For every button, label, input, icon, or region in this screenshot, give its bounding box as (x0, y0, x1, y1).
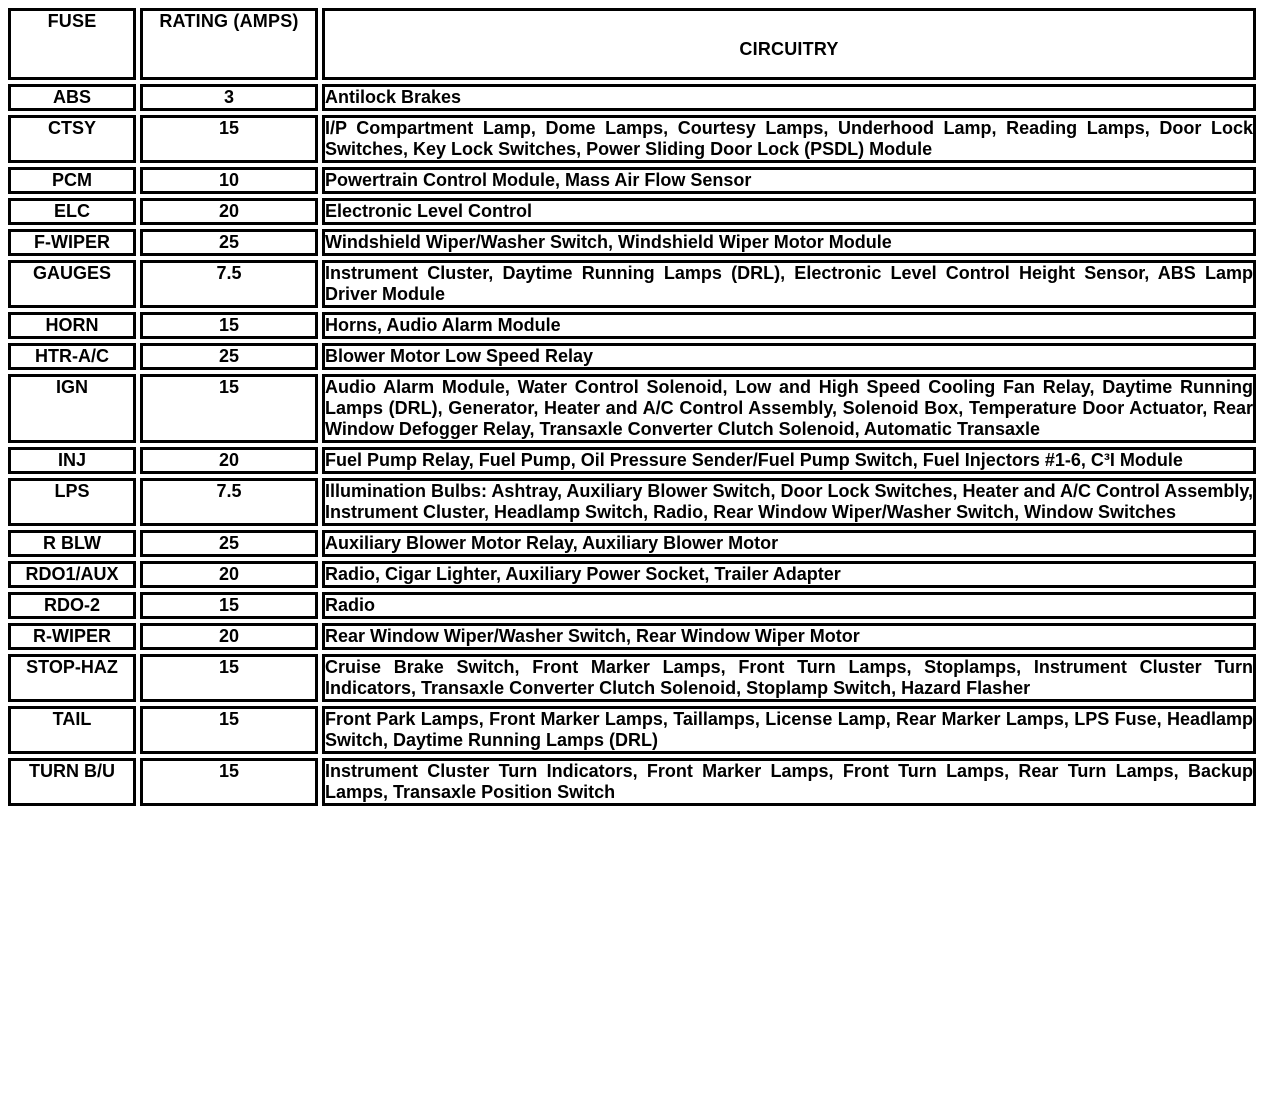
table-row (8, 478, 1256, 526)
fuse-circuitry: Instrument Cluster Turn Indicators, Front Marker Lamps, Front Turn Lamps, Rear Turn Lamps, Backup Lamps, Transaxle Position Switch (322, 758, 1256, 806)
fuse-circuitry: Electronic Level Control (322, 198, 1256, 225)
header-rating: RATING (AMPS) (140, 8, 318, 80)
fuse-name: RDO-2 (8, 592, 136, 619)
table-row (8, 374, 1256, 443)
fuse-name: ELC (8, 198, 136, 225)
fuse-circuitry: Front Park Lamps, Front Marker Lamps, Taillamps, License Lamp, Rear Marker Lamps, LPS Fuse, Headlamp Switch, Daytime Running Lamps (DRL) (322, 706, 1256, 754)
fuse-circuitry: Auxiliary Blower Motor Relay, Auxiliary Blower Motor (322, 530, 1256, 557)
fuse-name: RDO1/AUX (8, 561, 136, 588)
fuse-table (4, 4, 1260, 810)
fuse-name: GAUGES (8, 260, 136, 308)
fuse-circuitry: Powertrain Control Module, Mass Air Flow Sensor (322, 167, 1256, 194)
fuse-chart-sheet (4, 4, 1260, 1092)
fuse-name: ABS (8, 84, 136, 111)
fuse-circuitry: Instrument Cluster, Daytime Running Lamps (DRL), Electronic Level Control Height Sensor, ABS Lamp Driver Module (322, 260, 1256, 308)
table-row (8, 343, 1256, 370)
fuse-name: R BLW (8, 530, 136, 557)
header-circuitry: CIRCUITRY (322, 8, 1256, 80)
table-header (8, 8, 1256, 80)
fuse-rating: 15 (140, 115, 318, 163)
fuse-rating: 25 (140, 343, 318, 370)
fuse-name: TAIL (8, 706, 136, 754)
fuse-name: HTR-A/C (8, 343, 136, 370)
table-row (8, 706, 1256, 754)
fuse-rating: 20 (140, 623, 318, 650)
fuse-name: HORN (8, 312, 136, 339)
table-row (8, 561, 1256, 588)
table-row (8, 229, 1256, 256)
fuse-name: LPS (8, 478, 136, 526)
fuse-rating: 15 (140, 374, 318, 443)
table-row (8, 623, 1256, 650)
table-row (8, 312, 1256, 339)
fuse-circuitry: Illumination Bulbs: Ashtray, Auxiliary Blower Switch, Door Lock Switches, Heater and A/C Control Assembly, Instrument Cluster, Headlamp Switch, Radio, Rear Window Wiper/Washer Switch, Window Switches (322, 478, 1256, 526)
table-row (8, 84, 1256, 111)
fuse-rating: 15 (140, 312, 318, 339)
fuse-name: TURN B/U (8, 758, 136, 806)
fuse-circuitry: Radio, Cigar Lighter, Auxiliary Power Socket, Trailer Adapter (322, 561, 1256, 588)
fuse-rating: 15 (140, 654, 318, 702)
fuse-circuitry: I/P Compartment Lamp, Dome Lamps, Courtesy Lamps, Underhood Lamp, Reading Lamps, Door Lock Switches, Key Lock Switches, Power Sliding Door Lock (PSDL) Module (322, 115, 1256, 163)
fuse-name: PCM (8, 167, 136, 194)
fuse-circuitry: Antilock Brakes (322, 84, 1256, 111)
table-row (8, 758, 1256, 806)
fuse-circuitry: Cruise Brake Switch, Front Marker Lamps, Front Turn Lamps, Stoplamps, Instrument Cluster Turn Indicators, Transaxle Converter Clutch Solenoid, Stoplamp Switch, Hazard Flasher (322, 654, 1256, 702)
fuse-name: CTSY (8, 115, 136, 163)
fuse-name: STOP-HAZ (8, 654, 136, 702)
fuse-rating: 15 (140, 706, 318, 754)
fuse-rating: 20 (140, 447, 318, 474)
fuse-rating: 25 (140, 530, 318, 557)
table-row (8, 167, 1256, 194)
fuse-rating: 7.5 (140, 260, 318, 308)
fuse-name: INJ (8, 447, 136, 474)
table-row (8, 654, 1256, 702)
fuse-circuitry: Audio Alarm Module, Water Control Solenoid, Low and High Speed Cooling Fan Relay, Daytime Running Lamps (DRL), Generator, Heater and A/C Control Assembly, Solenoid Box, Temperature Door Actuator, Rear Window Defogger Relay, Transaxle Converter Clutch Solenoid, Automatic Transaxle (322, 374, 1256, 443)
table-row (8, 447, 1256, 474)
fuse-rating: 20 (140, 198, 318, 225)
fuse-rating: 15 (140, 758, 318, 806)
fuse-rating: 10 (140, 167, 318, 194)
fuse-name: IGN (8, 374, 136, 443)
table-row (8, 530, 1256, 557)
header-fuse: FUSE (8, 8, 136, 80)
fuse-circuitry: Radio (322, 592, 1256, 619)
fuse-rating: 15 (140, 592, 318, 619)
table-row (8, 115, 1256, 163)
fuse-circuitry: Blower Motor Low Speed Relay (322, 343, 1256, 370)
fuse-circuitry: Horns, Audio Alarm Module (322, 312, 1256, 339)
fuse-rating: 25 (140, 229, 318, 256)
fuse-circuitry: Rear Window Wiper/Washer Switch, Rear Window Wiper Motor (322, 623, 1256, 650)
fuse-rating: 3 (140, 84, 318, 111)
table-row (8, 260, 1256, 308)
fuse-name: R-WIPER (8, 623, 136, 650)
fuse-circuitry: Fuel Pump Relay, Fuel Pump, Oil Pressure Sender/Fuel Pump Switch, Fuel Injectors #1-6, C³I Module (322, 447, 1256, 474)
table-row (8, 592, 1256, 619)
fuse-name: F-WIPER (8, 229, 136, 256)
table-row (8, 198, 1256, 225)
fuse-rating: 20 (140, 561, 318, 588)
fuse-rating: 7.5 (140, 478, 318, 526)
table-body (8, 84, 1256, 806)
fuse-circuitry: Windshield Wiper/Washer Switch, Windshield Wiper Motor Module (322, 229, 1256, 256)
